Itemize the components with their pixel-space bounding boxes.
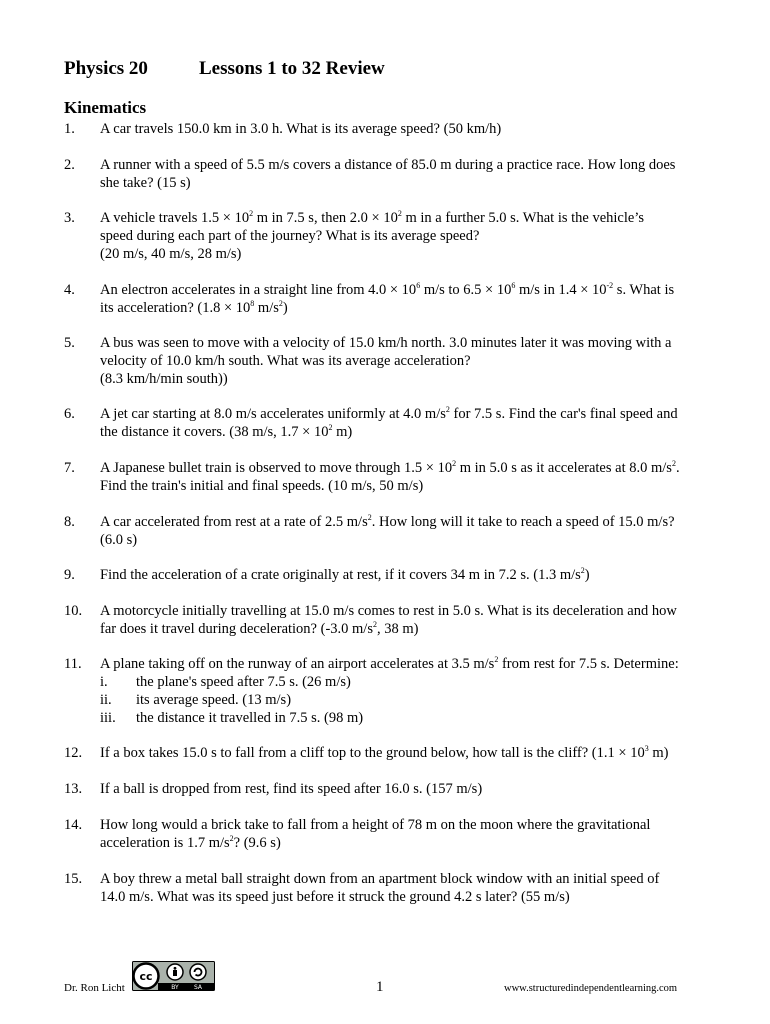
question-line: A jet car starting at 8.0 m/s accelerates uniformly at 4.0 $m/s^2$ for 7.5 s. Find the car's final speed and <box>100 405 678 422</box>
section-heading: Kinematics <box>64 98 147 117</box>
question-item <box>64 744 714 762</box>
question-number: 4. <box>64 282 75 298</box>
question-text <box>100 459 714 495</box>
question-item <box>64 870 714 906</box>
question-line: acceleration is 1.7 $m/s^2$? (9.6 s) <box>100 834 281 851</box>
question-text <box>100 156 714 192</box>
question-line: the distance it covers. (38 m/s, $1.7 \times 10^2$ m) <box>100 423 353 440</box>
sub-question <box>100 709 714 727</box>
question-item <box>64 459 714 495</box>
question-text <box>100 744 714 762</box>
question-text <box>100 816 714 852</box>
question-line: Find the train's initial and final speeds. (10 m/s, 50 m/s) <box>100 478 424 494</box>
question-line: A boy threw a metal ball straight down from an apartment block window with an initial speed of <box>100 871 660 887</box>
question-item <box>64 156 714 192</box>
badge-sa-label: SA <box>193 984 203 991</box>
question-item <box>64 120 714 138</box>
question-line: its acceleration? ($1.8 \times 10^8$ $m/s^2$) <box>100 299 288 316</box>
question-item <box>64 816 714 852</box>
cc-icon: cc <box>139 970 153 983</box>
question-item <box>64 566 714 584</box>
question-text <box>100 602 714 638</box>
document-title: Lessons 1 to 32 Review <box>199 58 385 79</box>
question-line: A plane taking off on the runway of an airport accelerates at 3.5 $m/s^2$ from rest for 7.5 s. Determine: <box>100 655 679 672</box>
question-line: she take? (15 s) <box>100 175 191 191</box>
question-item <box>64 780 714 798</box>
question-line: If a box takes 15.0 s to fall from a cliff top to the ground below, how tall is the cliff? ($1.1 \times 10^3$ m) <box>100 744 669 761</box>
question-text <box>100 120 714 138</box>
question-line: Find the acceleration of a crate originally at rest, if it covers 34 m in 7.2 s. (1.3 $m/s^2$) <box>100 566 590 583</box>
question-number: 2. <box>64 157 75 173</box>
question-text <box>100 405 714 441</box>
question-item <box>64 405 714 441</box>
page-header <box>64 58 385 80</box>
question-item <box>64 334 714 388</box>
page-number: 1 <box>376 979 384 995</box>
question-line: A motorcycle initially travelling at 15.0 m/s comes to rest in 5.0 s. What is its deceleration and how <box>100 603 677 619</box>
course-title: Physics 20 <box>64 58 148 79</box>
footer-author: Dr. Ron Licht <box>64 982 125 994</box>
sub-question <box>100 691 714 709</box>
question-line: A bus was seen to move with a velocity of 15.0 km/h north. 3.0 minutes later it was moving with a <box>100 335 672 351</box>
badge-by-label: BY <box>171 984 179 991</box>
question-number: 5. <box>64 335 75 351</box>
sub-question <box>100 673 714 691</box>
share-alike-icon <box>190 964 206 980</box>
question-line: (8.3 km/h/min south)) <box>100 371 228 387</box>
question-number: 15. <box>64 871 83 887</box>
question-line: velocity of 10.0 km/h south. What was its average acceleration? <box>100 353 471 369</box>
question-item <box>64 602 714 638</box>
question-text <box>100 780 714 798</box>
question-number: 1. <box>64 121 75 137</box>
question-line: A runner with a speed of 5.5 m/s covers a distance of 85.0 m during a practice race. How long does <box>100 157 676 173</box>
sub-question-text: the plane's speed after 7.5 s. (26 m/s) <box>136 674 351 690</box>
sub-question-numeral: i. <box>100 674 108 690</box>
question-line: far does it travel during deceleration? (-3.0 $m/s^2$, 38 m) <box>100 620 419 637</box>
footer-website: www.structuredindependentlearning.com <box>504 983 678 994</box>
question-item <box>64 281 714 317</box>
question-line: speed during each part of the journey? What is its average speed? <box>100 228 480 244</box>
question-number: 10. <box>64 603 83 619</box>
question-number: 14. <box>64 817 83 833</box>
sub-question-numeral: iii. <box>100 710 116 726</box>
question-line: If a ball is dropped from rest, find its speed after 16.0 s. (157 m/s) <box>100 781 483 797</box>
question-text <box>100 513 714 549</box>
question-number: 11. <box>64 656 82 672</box>
question-number: 9. <box>64 567 75 583</box>
question-text <box>100 655 714 727</box>
question-line: A Japanese bullet train is observed to move through $1.5 \times 10^2$ m in 5.0 s as it accelerates at 8.0 $m/s^2$. <box>100 459 680 476</box>
question-number: 6. <box>64 406 75 422</box>
question-line: 14.0 m/s. What was its speed just before it struck the ground 4.2 s later? (55 m/s) <box>100 889 570 905</box>
question-number: 8. <box>64 514 75 530</box>
question-item <box>64 209 714 263</box>
question-text <box>100 870 714 906</box>
question-number: 12. <box>64 745 83 761</box>
question-line: A car accelerated from rest at a rate of 2.5 $m/s^2$. How long will it take to reach a speed of 15.0 m/s? <box>100 513 675 530</box>
question-item <box>64 513 714 549</box>
question-text <box>100 566 714 584</box>
question-text <box>100 209 714 263</box>
question-text <box>100 334 714 388</box>
question-line: How long would a brick take to fall from a height of 78 m on the moon where the gravitational <box>100 817 651 833</box>
question-number: 7. <box>64 460 75 476</box>
sub-question-text: its average speed. (13 m/s) <box>136 692 292 708</box>
question-text <box>100 281 714 317</box>
question-item <box>64 655 714 727</box>
question-line: An electron accelerates in a straight line from $4.0 \times 10^6$ m/s to $6.5 \times 10^6$ m/s in $1.4 \times 10^{-2}$ s. What is <box>100 281 675 298</box>
cc-by-sa-license-badge <box>132 961 215 991</box>
question-line: (20 m/s, 40 m/s, 28 m/s) <box>100 246 242 262</box>
question-number: 13. <box>64 781 83 797</box>
question-line: (6.0 s) <box>100 532 138 548</box>
question-line: A car travels 150.0 km in 3.0 h. What is its average speed? (50 km/h) <box>100 121 502 137</box>
question-number: 3. <box>64 210 75 226</box>
question-line: A vehicle travels $1.5 \times 10^2$ m in 7.5 s, then $2.0 \times 10^2$ m in a further 5.0 s. What is the vehicle’s <box>100 209 644 226</box>
sub-question-text: the distance it travelled in 7.5 s. (98 m) <box>136 710 364 726</box>
sub-question-numeral: ii. <box>100 692 112 708</box>
